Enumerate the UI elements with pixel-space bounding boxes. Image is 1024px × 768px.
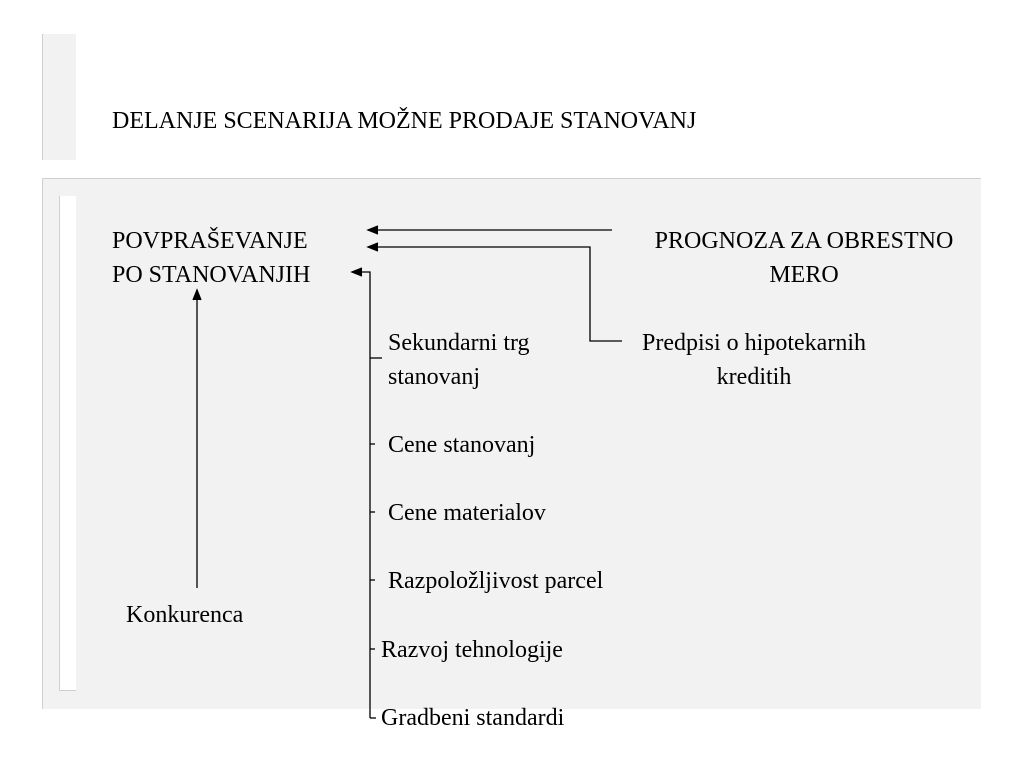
page-title: DELANJE SCENARIJA MOŽNE PRODAJE STANOVANJ (112, 108, 697, 134)
regulations-label-line2: kreditih (716, 364, 792, 390)
secondary-label-line2: stanovanj (388, 364, 480, 390)
interest-label-line2: MERO (769, 262, 839, 288)
demand-label-line2: PO STANOVANJIH (112, 262, 311, 288)
arrowhead-interest (368, 226, 378, 234)
regulations-label-line1: Predpisi o hipotekarnih (642, 330, 866, 356)
arrowhead-regulations (368, 243, 378, 251)
competition-node: Konkurenca (126, 602, 244, 628)
housing-prices-node: Cene stanovanj (388, 432, 536, 458)
interest-label-line1: PROGNOZA ZA OBRESTNO (654, 228, 954, 254)
material-prices-node: Cene materialov (388, 500, 546, 526)
arrow-regulations-to-demand (368, 247, 622, 341)
secondary-label-line1: Sekundarni trg (388, 330, 530, 356)
building-standards-node: Gradbeni standardi (381, 705, 565, 731)
arrow-bus-to-demand (352, 272, 370, 718)
demand-label-line1: POVPRAŠEVANJE (112, 228, 308, 254)
technology-node: Razvoj tehnologije (381, 637, 563, 663)
arrowhead-competition (193, 290, 201, 300)
plot-availability-node: Razpoložljivost parcel (388, 568, 604, 594)
arrowhead-bus (352, 268, 362, 276)
